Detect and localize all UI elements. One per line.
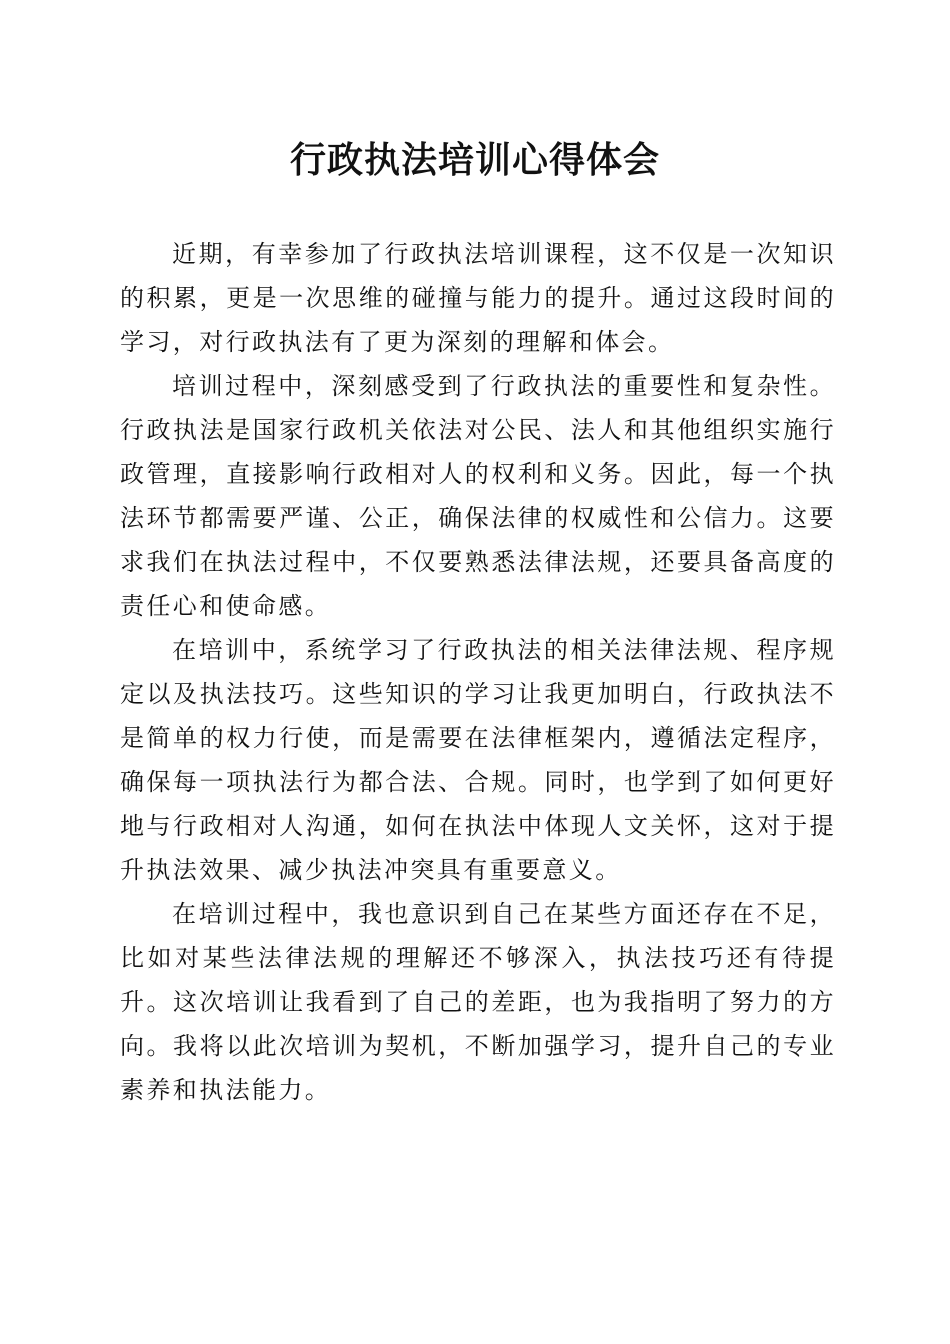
paragraph-2: 培训过程中，深刻感受到了行政执法的重要性和复杂性。行政执法是国家行政机关依法对公民、法人和其他组织实施行政管理，直接影响行政相对人的权利和义务。因此，每一个执法环节都需要严谨、公正，确保法律的权威性和公信力。这要求我们在执法过程中，不仅要熟悉法律法规，还要具备高度的责任心和使命感。 — [120, 372, 836, 620]
document-body — [120, 232, 836, 1112]
paragraph-4: 在培训过程中，我也意识到自己在某些方面还存在不足，比如对某些法律法规的理解还不够深入，执法技巧还有待提升。这次培训让我看到了自己的差距，也为我指明了努力的方向。我将以此次培训为契机，不断加强学习，提升自己的专业素养和执法能力。 — [120, 900, 836, 1104]
document-title: 行政执法培训心得体会 — [289, 139, 660, 181]
paragraph-3: 在培训中，系统学习了行政执法的相关法律法规、程序规定以及执法技巧。这些知识的学习让我更加明白，行政执法不是简单的权力行使，而是需要在法律框架内，遵循法定程序，确保每一项执法行为都合法、合规。同时，也学到了如何更好地与行政相对人沟通，如何在执法中体现人文关怀，这对于提升执法效果、减少执法冲突具有重要意义。 — [120, 636, 836, 884]
paragraph-1: 近期，有幸参加了行政执法培训课程，这不仅是一次知识的积累，更是一次思维的碰撞与能力的提升。通过这段时间的学习，对行政执法有了更为深刻的理解和体会。 — [120, 240, 836, 356]
